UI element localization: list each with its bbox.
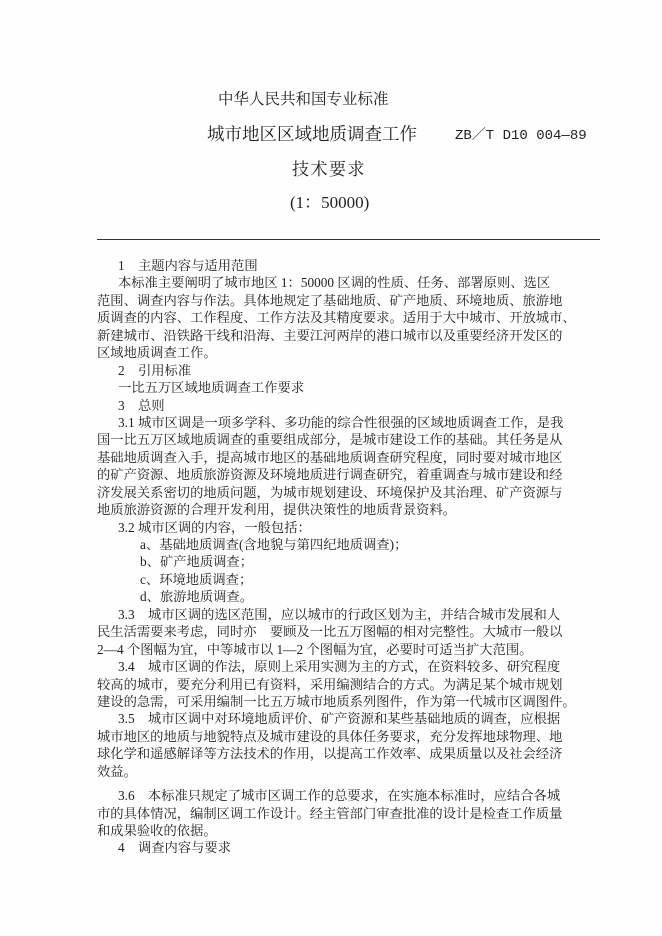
section-4 <box>97 839 597 856</box>
paragraph-line: 济发展关系密切的地质问题，为城市规划建设、环境保护及其治理、矿产资源与 <box>97 484 563 500</box>
paragraph-line: 国一比五万区域地质调查的重要组成部分，是城市建设工作的基础。其任务是从 <box>97 432 563 448</box>
header-divider <box>97 239 600 240</box>
paragraph-line: 城市地区的地质与地貌特点及城市建设的具体任务要求，充分发挥地球物理、地 <box>97 728 563 744</box>
document-body <box>97 257 597 857</box>
section-2 <box>97 362 597 397</box>
standard-subtitle: 技术要求 <box>292 160 366 179</box>
clause-3-1 <box>97 414 597 519</box>
paragraph-line: 的矿产资源、地质旅游资源及环境地质进行调查研究，着重调查与城市建设和经 <box>97 467 563 483</box>
paragraph-line: 3.1 城市区调是一项多学科、多功能的综合性很强的区域地质调查工作，是我 <box>118 414 564 430</box>
paragraph-line: 球化学和遥感解译等方法技术的作用，以提高工作效率、成果质量以及社会经济 <box>97 746 563 762</box>
paragraph-line: 3.3 城市区调的选区范围，应以城市的行政区划为主，并结合城市发展和人 <box>118 606 561 622</box>
paragraph-line: 本标准主要阐明了城市地区 1：50000 区调的性质、任务、部署原则、选区 <box>118 275 551 291</box>
section-1-heading: 1 主题内容与适用范围 <box>118 258 258 273</box>
section-2-heading: 2 引用标准 <box>118 362 192 378</box>
paragraph-line: 建设的急需，可采用编制一比五万城市地质系列图件，作为第一代城市区调图件。 <box>97 693 576 709</box>
clause-3-3 <box>97 606 597 658</box>
paragraph-line: 3.4 城市区调的作法，原则上采用实测为主的方式，在资料较多、研究程度 <box>118 659 561 675</box>
paragraph-line: 2—4 个图幅为宜，中等城市以 1—2 个图幅为宜，必要时可适当扩大范围。 <box>97 641 533 657</box>
standard-title: 城市地区区域地质调查工作 <box>207 124 417 144</box>
clause-3-2 <box>97 519 597 606</box>
list-item: d、旅游地质调查。 <box>140 589 254 605</box>
paragraph-line: 3.5 城市区调中对环境地质评价、矿产资源和某些基础地质的调查，应根据 <box>118 711 561 727</box>
paragraph-line: 较高的城市，要充分利用已有资料，采用编测结合的方式。为满足某个城市规划 <box>97 676 563 692</box>
clause-3-6 <box>97 787 597 839</box>
list-item: c、环境地质调查； <box>140 571 253 587</box>
paragraph-line: 3.2 城市区调的内容，一般包括： <box>118 519 311 535</box>
clause-3-5 <box>97 710 597 780</box>
list-item: a、基础地质调查(含地貌与第四纪地质调查)； <box>140 537 408 552</box>
section-1 <box>97 257 597 362</box>
paragraph-line: 地质旅游资源的合理开发利用，提供决策性的地质背景资料。 <box>97 502 457 518</box>
section-4-heading: 4 调查内容与要求 <box>118 840 232 856</box>
issuer-line: 中华人民共和国专业标准 <box>218 91 389 108</box>
section-3-heading: 3 总则 <box>118 397 165 413</box>
section-3 <box>97 397 597 840</box>
referenced-standard: 一比五万区域地质调查工作要求 <box>118 380 305 396</box>
paragraph-line: 质调查的内容、工作程度、工作方法及其精度要求。适用于大中城市、开放城市、 <box>97 310 576 326</box>
standard-code: ZB／T D10 004—89 <box>455 128 587 144</box>
paragraph-line: 民生活需要来考虑，同时亦 要顾及一比五万图幅的相对完整性。大城市一般以 <box>97 624 563 640</box>
paragraph-line: 市的具体情况，编制区调工作设计。经主管部门审查批准的设计是检查工作质量 <box>97 805 563 821</box>
paragraph-line: 3.6 本标准只规定了城市区调工作的总要求，在实施本标准时，应结合各城 <box>118 788 561 804</box>
paragraph-line: 和成果验收的依据。 <box>97 823 217 838</box>
scale-label: (1：50000) <box>290 193 370 212</box>
paragraph-line: 范围、调查内容与作法。具体地规定了基础地质、矿产地质、环境地质、旅游地 <box>97 292 563 308</box>
paragraph-line: 基础地质调查入手，提高城市地区的基础地质调查研究程度，同时要对城市地区 <box>97 449 563 465</box>
paragraph-line: 新建城市、沿铁路干线和沿海、主要江河两岸的港口城市以及重要经济开发区的 <box>97 327 563 343</box>
list-item: b、矿产地质调查； <box>140 554 254 570</box>
paragraph-line: 区域地质调查工作。 <box>97 345 217 361</box>
paragraph-line: 效益。 <box>97 763 137 779</box>
clause-3-4 <box>97 658 597 710</box>
